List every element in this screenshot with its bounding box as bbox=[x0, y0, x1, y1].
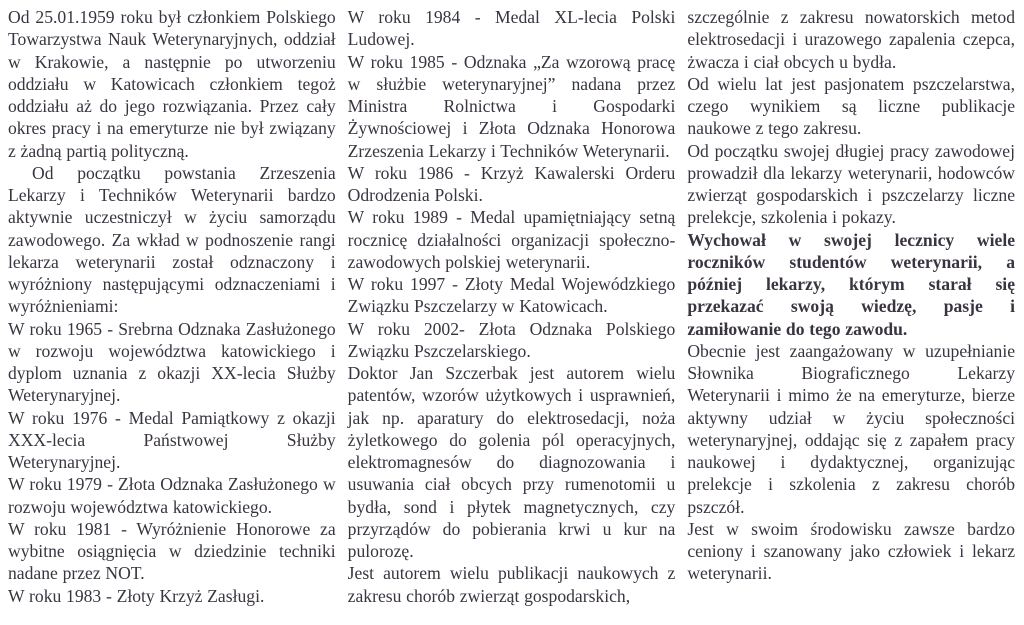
paragraph: Jest autorem wielu publikacji naukowych z zakresu chorób zwierząt gospodarskich, bbox=[347, 563, 676, 606]
paragraph: Obecnie jest zaangażowany w uzupełnianie Słownika Biograficznego Lekarzy Weterynarii i mimo że na emeryturze, bierze aktywny udział w życiu społeczności weterynaryjnej, oddając się z zapałem pracy naukowej i dydaktycznej, organizując prelekcje i szkolenia z zakresu chorób pszczół. bbox=[687, 340, 1016, 517]
text-column-3 bbox=[687, 6, 1015, 625]
paragraph: W roku 1985 - Odznaka „Za wzorową pracę w służbie weterynaryjnej” nadana przez Ministra Rolnictwa i Gospodarki Żywnościowej i Złota Odznaka Honorowa Zrzeszenia Lekarzy i Techników Weterynarii. bbox=[347, 51, 676, 161]
text-column-1 bbox=[8, 6, 336, 625]
paragraph-emphasis: Wychował w swojej lecznicy wiele roczników studentów weterynarii, a później lekarzy, którym starał się przekazać swoją wiedzę, pasje i zamiłowanie do tego zawodu. bbox=[687, 229, 1016, 339]
paragraph: W roku 1976 - Medal Pamiątkowy z okazji XXX-lecia Państwowej Służby Weterynaryjnej. bbox=[8, 407, 336, 472]
paragraph: Od wielu lat jest pasjonatem pszczelarstwa, czego wynikiem są liczne publikacje naukowe z tego zakresu. bbox=[687, 73, 1016, 139]
paragraph: Od 25.01.1959 roku był członkiem Polskiego Towarzystwa Nauk Weterynaryjnych, oddział w Krakowie, a następnie po utworzeniu oddziału w Katowicach członkiem tegoż oddziału aż do jego rozwiązania. Przez cały okres pracy i na emeryturze nie był związany z żadną partią polityczną. bbox=[8, 7, 336, 161]
paragraph: W roku 1986 - Krzyż Kawalerski Orderu Odrodzenia Polski. bbox=[347, 162, 676, 205]
paragraph: W roku 1989 - Medal upamiętniający setną rocznicę działalności organizacji społeczno-zawodowych polskiej weterynarii. bbox=[347, 207, 676, 272]
paragraph: W roku 1983 - Złoty Krzyż Zasługi. bbox=[8, 585, 265, 606]
paragraph: Od początku powstania Zrzeszenia Lekarzy i Techników Weterynarii bardzo aktywnie uczestniczył w życiu samorządu zawodowego. Za wkład w podnoszenie rangi lekarza weterynarii został odznaczony i wyróżniony następującymi odznaczeniami i wyróżnieniami: bbox=[8, 162, 336, 317]
paragraph: W roku 2002- Złota Odznaka Polskiego Związku Pszczelarskiego. bbox=[347, 318, 676, 361]
paragraph: Doktor Jan Szczerbak jest autorem wielu patentów, wzorów użytkowych i usprawnień, jak np. aparatury do elektrosedacji, noża żyletkowego do golenia pól operacyjnych, elektromagnesów do diagnozowania i usuwania ciał obcych przy rumenotomii u bydła, sond i płytek magnetycznych, czy przyrządów do pobierania krwi u kur na pulorozę. bbox=[347, 363, 676, 561]
paragraph: W roku 1979 - Złota Odznaka Zasłużonego w rozwoju województwa katowickiego. bbox=[8, 474, 336, 517]
paragraph: Od początku swojej długiej pracy zawodowej prowadził dla lekarzy weterynarii, hodowców zwierząt gospodarskich i pszczelarzy liczne prelekcje, szkolenia i pokazy. bbox=[687, 140, 1016, 228]
paragraph: W roku 1997 - Złoty Medal Wojewódzkiego Związku Pszczelarzy w Katowicach. bbox=[347, 274, 676, 317]
text-column-2 bbox=[348, 6, 676, 625]
paragraph: W roku 1981 - Wyróżnienie Honorowe za wybitne osiągnięcia w dziedzinie techniki nadane przez NOT. bbox=[8, 518, 336, 584]
paragraph: Jest w swoim środowisku zawsze bardzo ceniony i szanowany jako człowiek i lekarz weterynarii. bbox=[687, 518, 1016, 584]
paragraph: szczególnie z zakresu nowatorskich metod elektrosedacji i urazowego zapalenia czepca, żwacza i ciał obcych u bydła. bbox=[687, 7, 1016, 72]
paragraph: W roku 1984 - Medal XL-lecia Polski Ludowej. bbox=[347, 7, 676, 50]
paragraph: W roku 1965 - Srebrna Odznaka Zasłużonego w rozwoju województwa katowickiego i dyplom uznania z okazji XX-lecia Służby Weterynaryjnej. bbox=[8, 318, 336, 406]
